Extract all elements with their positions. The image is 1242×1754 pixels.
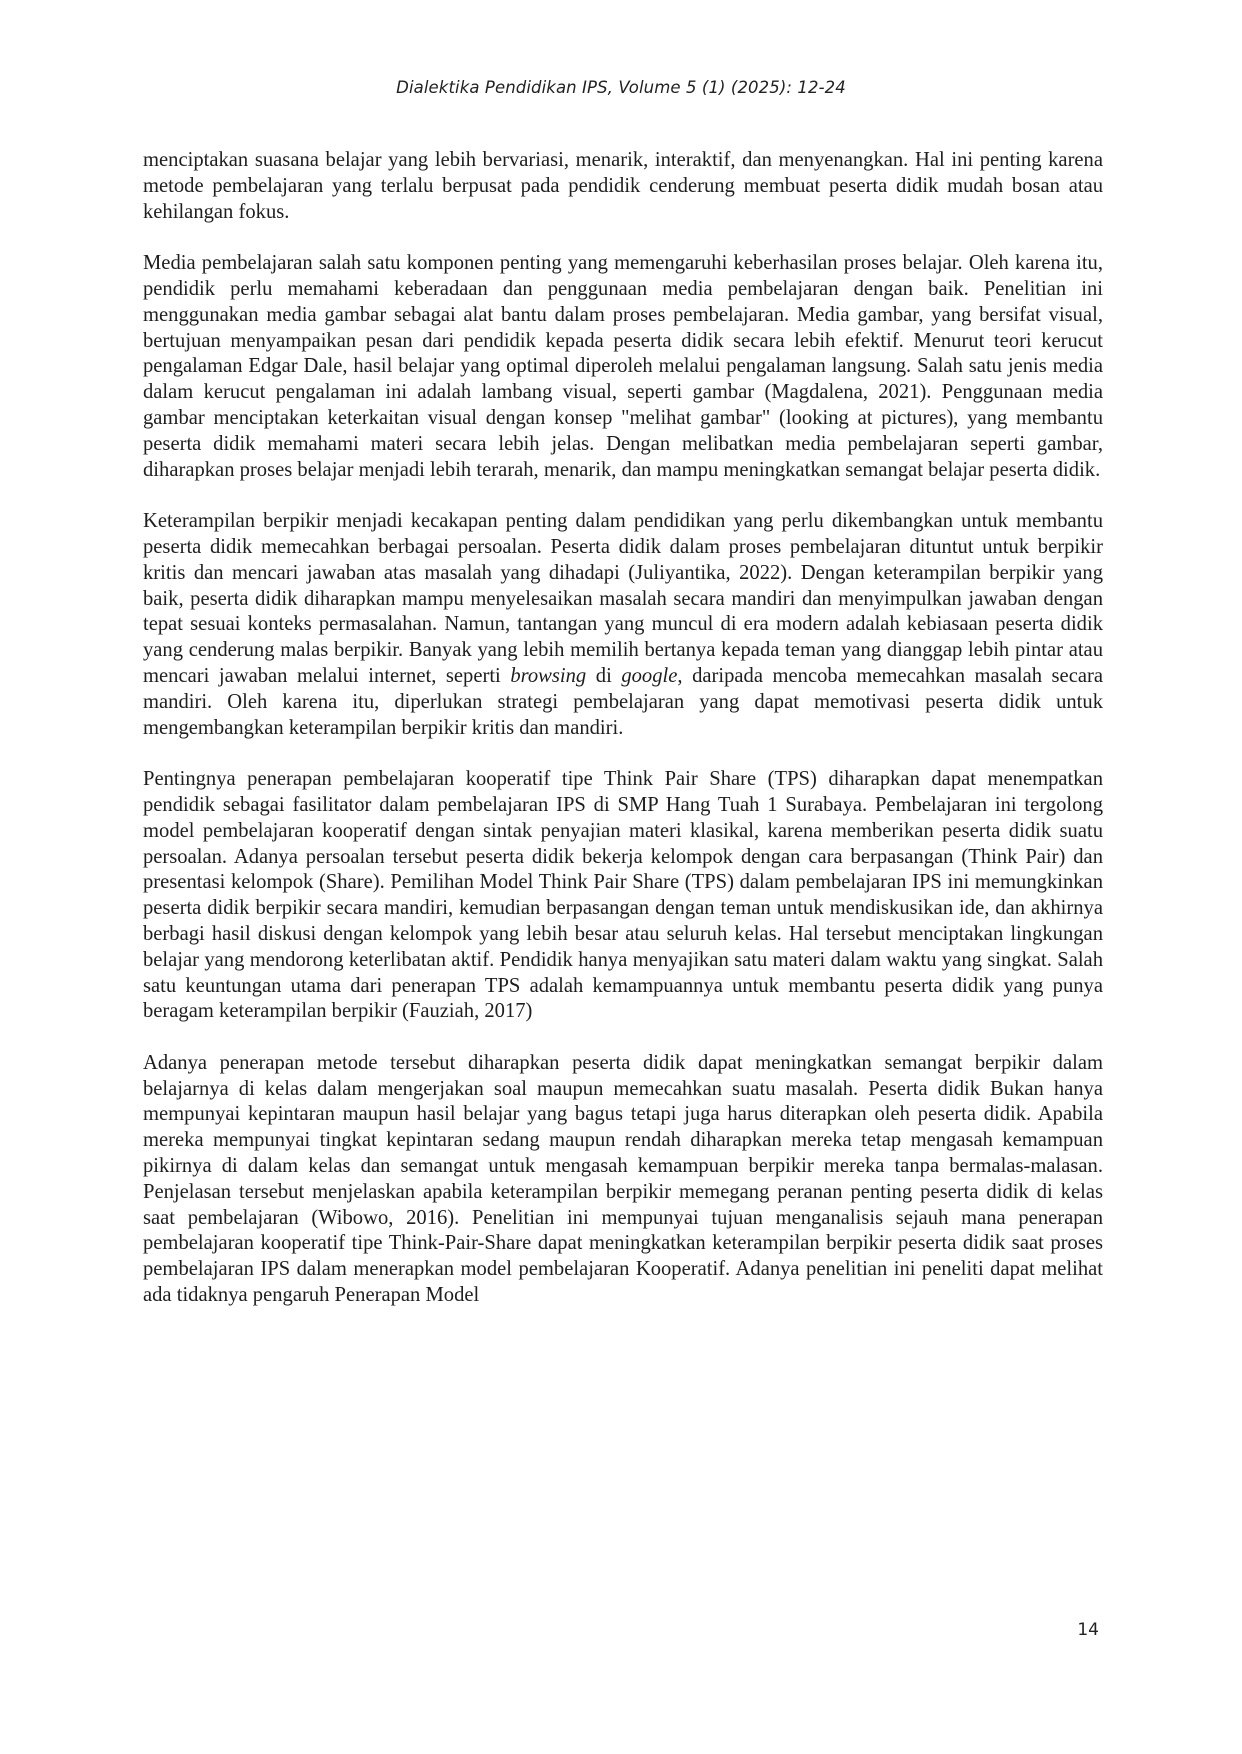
page-number: 14 [1077,1620,1099,1640]
paragraph-3-text-before: Keterampilan berpikir menjadi kecakapan penting dalam pendidikan yang perlu dikembangkan untuk membantu peserta didik memecahkan berbagai persoalan. Peserta didik dalam proses pembelajaran dituntut untuk berpikir kritis dan mencari jawaban atas masalah yang dihadapi (Juliyantika, 2022). Dengan keterampilan berpikir yang baik, peserta didik diharapkan mampu menyelesaikan masalah secara mandiri dan menyimpulkan jawaban dengan tepat sesuai konteks permasalahan. Namun, tantangan yang muncul di era modern adalah kebiasaan peserta didik yang cenderung malas berpikir. Banyak yang lebih memilih bertanya kepada teman yang dianggap lebih pintar atau mencari jawaban melalui internet, seperti [143,510,1103,687]
paragraph-4: Pentingnya penerapan pembelajaran kooperatif tipe Think Pair Share (TPS) diharapkan dapat menempatkan pendidik sebagai fasilitator dalam pembelajaran IPS di SMP Hang Tuah 1 Surabaya. Pembelajaran ini tergolong model pembelajaran kooperatif dengan sintak penyajian materi klasikal, karena memberikan peserta didik suatu persoalan. Adanya persoalan tersebut peserta didik bekerja kelompok dengan cara berpasangan (Think Pair) dan presentasi kelompok (Share). Pemilihan Model Think Pair Share (TPS) dalam pembelajaran IPS ini memungkinkan peserta didik berpikir secara mandiri, kemudian berpasangan dengan teman untuk mendiskusikan ide, dan akhirnya berbagi hasil diskusi dengan kelompok yang lebih besar atau seluruh kelas. Hal tersebut menciptakan lingkungan belajar yang mendorong keterlibatan aktif. Pendidik hanya menyajikan satu materi dalam waktu yang singkat. Salah satu keuntungan utama dari penerapan TPS adalah kemampuannya untuk membantu peserta didik yang punya beragam keterampilan berpikir (Fauziah, 2017) [143,768,1103,1023]
paragraph-3-text-middle: di [586,664,622,687]
paragraph-5: Adanya penerapan metode tersebut diharapkan peserta didik dapat meningkatkan semangat berpikir dalam belajarnya di kelas dalam mengerjakan soal maupun memecahkan suatu masalah. Peserta didik Bukan hanya mempunyai kepintaran maupun hasil belajar yang bagus tetapi juga harus diterapkan oleh peserta didik. Apabila mereka mempunyai tingkat kepintaran sedang maupun rendah diharapkan mereka tetap mengasah kemampuan pikirnya di dalam kelas dan semangat untuk mengasah kemampuan berpikir mereka tanpa bermalas-malasan. Penjelasan tersebut menjelaskan apabila keterampilan berpikir memegang peranan penting peserta didik di kelas saat pembelajaran (Wibowo, 2016). Penelitian ini mempunyai tujuan menganalisis sejauh mana penerapan pembelajaran kooperatif tipe Think-Pair-Share dapat meningkatkan keterampilan berpikir peserta didik saat proses pembelajaran IPS dalam menerapkan model pembelajaran Kooperatif. Adanya penelitian ini peneliti dapat melihat ada tidaknya pengaruh Penerapan Model [143,1051,1103,1307]
running-header: Dialektika Pendidikan IPS, Volume 5 (1) (2025): 12-24 [396,78,846,97]
paragraph-3 [143,509,1103,741]
paragraph-1: menciptakan suasana belajar yang lebih bervariasi, menarik, interaktif, dan menyenangkan. Hal ini penting karena metode pembelajaran yang terlalu berpusat pada pendidik cenderung membuat peserta didik mudah bosan atau kehilangan fokus. [143,149,1103,223]
paragraph-3-text-after: , daripada mencoba memecahkan masalah secara mandiri. Oleh karena itu, diperlukan strategi pembelajaran yang dapat memotivasi peserta didik untuk mengembangkan keterampilan berpikir kritis dan mandiri. [143,664,1103,739]
italic-term-google: google [621,664,678,687]
body-text [143,148,1103,1309]
italic-term-browsing: browsing [510,664,587,687]
paragraph-2: Media pembelajaran salah satu komponen penting yang memengaruhi keberhasilan proses belajar. Oleh karena itu, pendidik perlu memahami keberadaan dan penggunaan media pembelajaran dengan baik. Penelitian ini menggunakan media gambar sebagai alat bantu dalam proses pembelajaran. Media gambar, yang bersifat visual, bertujuan menyampaikan pesan dari pendidik kepada peserta didik secara lebih efektif. Menurut teori kerucut pengalaman Edgar Dale, hasil belajar yang optimal diperoleh melalui pengalaman langsung. Salah satu jenis media dalam kerucut pengalaman ini adalah lambang visual, seperti gambar (Magdalena, 2021). Penggunaan media gambar menciptakan keterkaitan visual dengan konsep "melihat gambar" (looking at pictures), yang membantu peserta didik memahami materi secara lebih jelas. Dengan melibatkan media pembelajaran seperti gambar, diharapkan proses belajar menjadi lebih terarah, menarik, dan mampu meningkatkan semangat belajar peserta didik. [143,252,1103,481]
